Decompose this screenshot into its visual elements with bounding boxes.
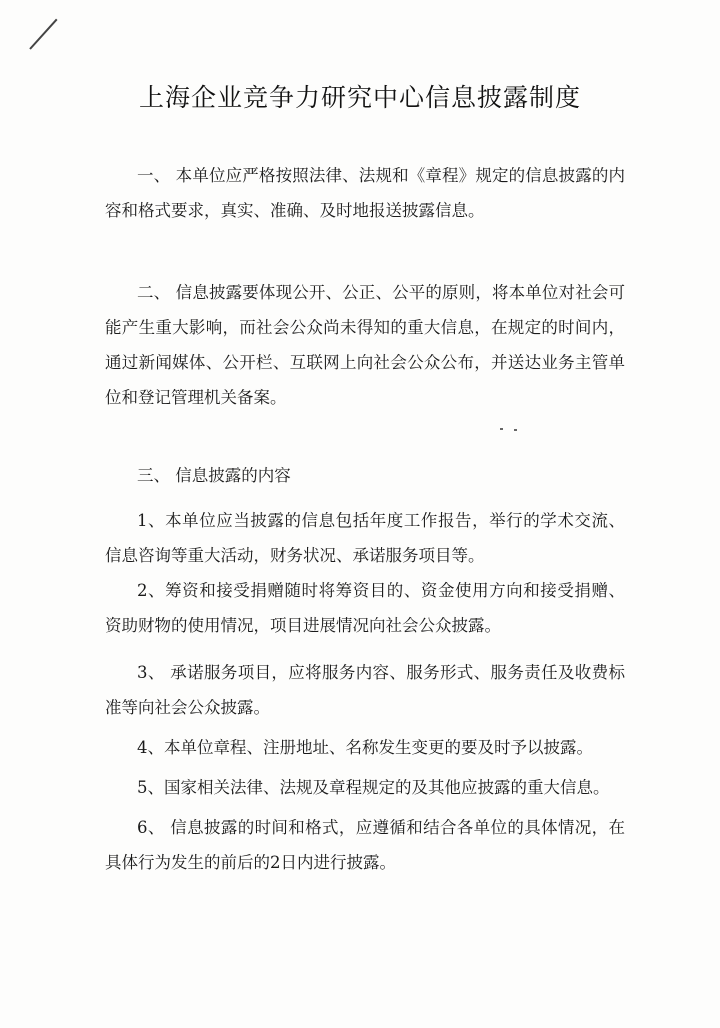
- section-2-paragraph: 二、 信息披露要体现公开、公正、公平的原则，将本单位对社会可能产生重大影响，而社会公众尚未得知的重大信息，在规定的时间内，通过新闻媒体、公开栏、互联网上向社会公众公布，并送达业务主管单位和登记管理机关备案。: [105, 283, 625, 407]
- section-3-item-1: 1、本单位应当披露的信息包括年度工作报告，举行的学术交流、信息咨询等重大活动，财务状况、承诺服务项目等。: [105, 511, 625, 565]
- pen-stroke-mark: [29, 19, 57, 50]
- section-3-item-5: 5、国家相关法律、法规及章程规定的及其他应披露的重大信息。: [137, 778, 610, 797]
- section-1-paragraph: 一、 本单位应严格按照法律、法规和《章程》规定的信息披露的内容和格式要求，真实、准确、及时地报送披露信息。: [105, 166, 625, 220]
- scan-speck: [514, 429, 517, 431]
- scan-speck: [500, 428, 503, 430]
- section-3-item-2: 2、筹资和接受捐赠随时将筹资目的、资金使用方向和接受捐赠、资助财物的使用情况，项目进展情况向社会公众披露。: [105, 581, 625, 635]
- section-3-item-3: 3、 承诺服务项目，应将服务内容、服务形式、服务责任及收费标准等向社会公众披露。: [105, 663, 625, 717]
- section-3-item-4: 4、本单位章程、注册地址、名称发生变更的要及时予以披露。: [137, 738, 593, 757]
- document-title: 上海企业竞争力研究中心信息披露制度: [138, 83, 581, 112]
- section-3-heading: 三、 信息披露的内容: [137, 466, 291, 485]
- section-3-item-6: 6、 信息披露的时间和格式，应遵循和结合各单位的具体情况，在具体行为发生的前后的2日内进行披露。: [105, 818, 625, 872]
